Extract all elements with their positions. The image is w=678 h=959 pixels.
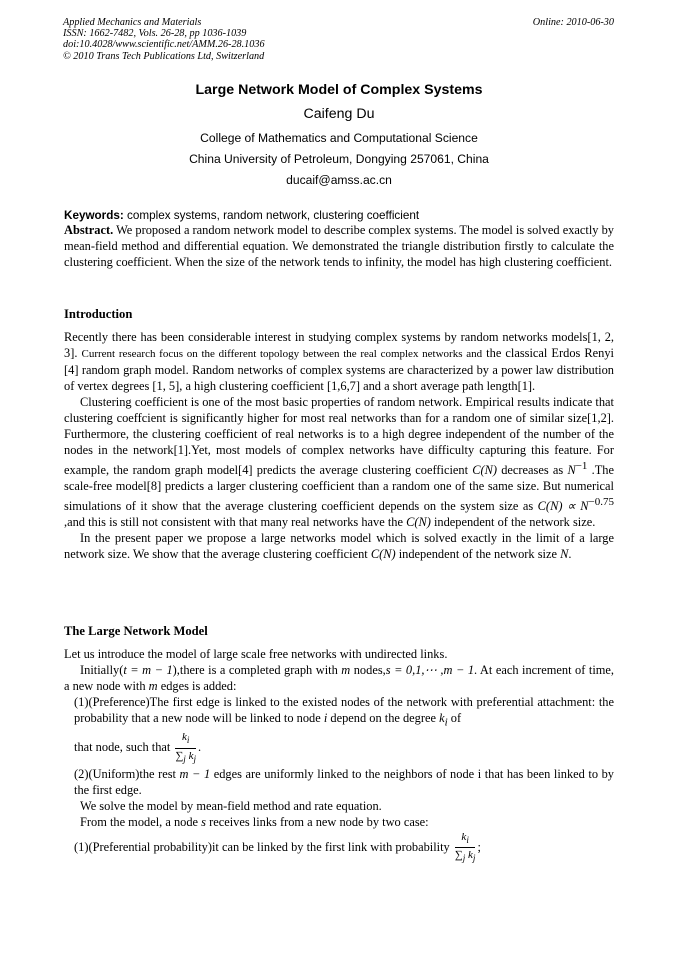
model-rule-1 (64, 694, 614, 730)
math-expr: s = 0,1,⋯ ,m − 1 (385, 663, 475, 677)
math-proportional: C(N) ∝ N (537, 499, 589, 514)
math-subscript: i (444, 716, 448, 729)
model-text: (1)(Preference)The first edge is linked to the existed nodes of the network with preferential attachment: the probability that a new node will be linked to node (74, 695, 614, 725)
intro-paragraph-3 (64, 530, 614, 562)
model-line-2 (64, 662, 614, 694)
keywords-text: complex systems, random network, clustering coefficient (123, 209, 420, 222)
keywords-label: Keywords: (64, 209, 124, 222)
model-text: receives links from a new node by two case: (205, 814, 429, 829)
model-text: edges is added: (157, 679, 237, 693)
abstract (64, 222, 614, 270)
abstract-label: Abstract. (64, 223, 114, 237)
model-text: that node, such that (74, 740, 174, 755)
intro-text: Clustering coefficient is one of the most basic properties of random network. Empirical results indicate that clustering coeffcient is significantly higher for most real networks than for a random one of similar size[1,2]. Furthermore, the clustering coefficient of real networks is to a high degree independent of the number of the nodes in the network[1].Yet, most models of complex networks have difficulty capturing this feature. For example, the random graph model[4] predicts the average clustering coefficient (64, 395, 614, 478)
intro-text: decreases as (497, 463, 568, 478)
abstract-text: We proposed a random network model to describe complex systems. The model is solved exactly by mean-field method and differential equation. We demonstrated the triangle distribution firstly to calculate the clustering coefficient. When the size of the network tends to infinity, the model has high clustering coefficient. (64, 223, 614, 269)
math-exponent: −0.75 (588, 496, 614, 509)
intro-text: independent of the network size. (430, 515, 596, 530)
math-subscript: j (193, 753, 197, 764)
math-k: k (461, 830, 467, 843)
intro-text: ,and this is still not consistent with that many real networks have the (64, 515, 407, 530)
intro-text-small: Current research focus on the different topology between the real complex networks and (81, 348, 483, 360)
online-date: Online: 2010-06-30 (532, 17, 614, 28)
model-text: . At each increment of time, a new node with (64, 663, 614, 693)
model-text: ),there is a completed graph with (172, 663, 342, 677)
preferential-fraction (455, 831, 476, 865)
preferential-fraction (175, 731, 196, 765)
math-n: N (560, 547, 569, 562)
intro-text: In the present paper we propose a large networks model which is solved exactly in the limit of a large network size. We show that the average clustering coefficient (64, 531, 614, 562)
model-text: nodes, (350, 663, 386, 677)
math-subscript: j (472, 853, 476, 864)
model-line-1: Let us introduce the model of large scale free networks with undirected links. (64, 647, 448, 661)
intro-text: .The scale-free model[8] predicts a larger clustering coefficient than a random one of the same size. But numerical simulations of it show that the average clustering coefficient depends on the system size as (64, 463, 614, 514)
math-subscript: j (462, 853, 466, 864)
math-sum: ∑ (454, 848, 463, 861)
math-cn: C(N) (472, 463, 498, 478)
math-s: s (201, 814, 206, 829)
model-line-7 (64, 814, 614, 830)
intro-text: the classical Erdos Renyi [4] random graph model. Random networks of complex systems are characterized by a power law distribution of vertex degrees [1, 5], a high clustering coefficient [1,6,7] and a short average path length[1]. (64, 346, 614, 393)
intro-text: independent of the network size (395, 547, 561, 562)
model-rule-1-formula (64, 730, 614, 765)
math-subscript: i (466, 834, 469, 845)
model-text: From the model, a node (80, 814, 202, 829)
keywords (64, 208, 614, 223)
model-text: . (198, 740, 202, 755)
math-exponent: −1 (575, 460, 588, 472)
model-line-6: We solve the model by mean-field method and rate equation. (80, 798, 382, 813)
paper-title: Large Network Model of Complex Systems (195, 82, 483, 98)
journal-header (63, 17, 265, 62)
math-cn: C(N) (406, 515, 431, 530)
math-k: k (468, 848, 473, 861)
affiliation-line-1: College of Mathematics and Computational Science (200, 131, 478, 145)
author-email[interactable]: ducaif@amss.ac.cn (286, 173, 392, 187)
math-k: k (439, 711, 445, 725)
intro-paragraph-2 (64, 394, 614, 530)
intro-text: . (568, 547, 572, 562)
math-expr: m − 1 (179, 766, 211, 781)
intro-paragraph-1 (64, 329, 614, 394)
model-line-8 (64, 830, 614, 865)
math-n: N (567, 463, 576, 478)
copyright-line: © 2010 Trans Tech Publications Ltd, Switzerland (63, 50, 265, 62)
math-sum: ∑ (175, 749, 184, 762)
doi-line: doi:10.4028/www.scientific.net/AMM.26-28.1036 (63, 39, 265, 51)
model-text: depend on the degree (327, 711, 440, 725)
model-text: of (447, 711, 462, 725)
model-text: edges are uniformly linked to the neighbors of node i that has been linked to by the first edge. (74, 766, 615, 797)
model-text: Initially( (80, 663, 124, 677)
section-heading-introduction: Introduction (64, 307, 133, 321)
introduction-body (64, 329, 614, 562)
math-k: k (182, 731, 187, 744)
math-subscript: j (183, 753, 186, 764)
issn-line: ISSN: 1662-7482, Vols. 26-28, pp 1036-1039 (63, 28, 247, 40)
author-name: Caifeng Du (303, 106, 375, 122)
math-m: m (148, 679, 158, 693)
math-expr: t = m − 1 (123, 663, 173, 677)
model-text: ; (477, 839, 481, 854)
math-k: k (188, 749, 194, 762)
model-body (64, 646, 614, 865)
journal-name: Applied Mechanics and Materials (63, 17, 202, 28)
math-cn: C(N) (370, 547, 396, 562)
model-text: (1)(Preferential probability)it can be linked by the first link with probability (74, 839, 453, 854)
model-rule-2 (64, 766, 614, 798)
affiliation-line-2: China University of Petroleum, Dongying 257061, China (189, 152, 489, 166)
fraction-numerator (175, 731, 196, 748)
fraction-numerator (455, 831, 476, 848)
fraction-denominator (455, 848, 476, 865)
math-subscript: i (186, 735, 190, 746)
math-m: m (341, 663, 351, 677)
fraction-denominator (175, 749, 196, 766)
intro-text: Recently there has been considerable interest in studying complex systems by random networks models[1, 2, 3]. (64, 330, 614, 360)
model-text: (2)(Uniform)the rest (74, 766, 180, 781)
section-heading-model: The Large Network Model (64, 624, 208, 638)
math-i: i (323, 711, 328, 725)
